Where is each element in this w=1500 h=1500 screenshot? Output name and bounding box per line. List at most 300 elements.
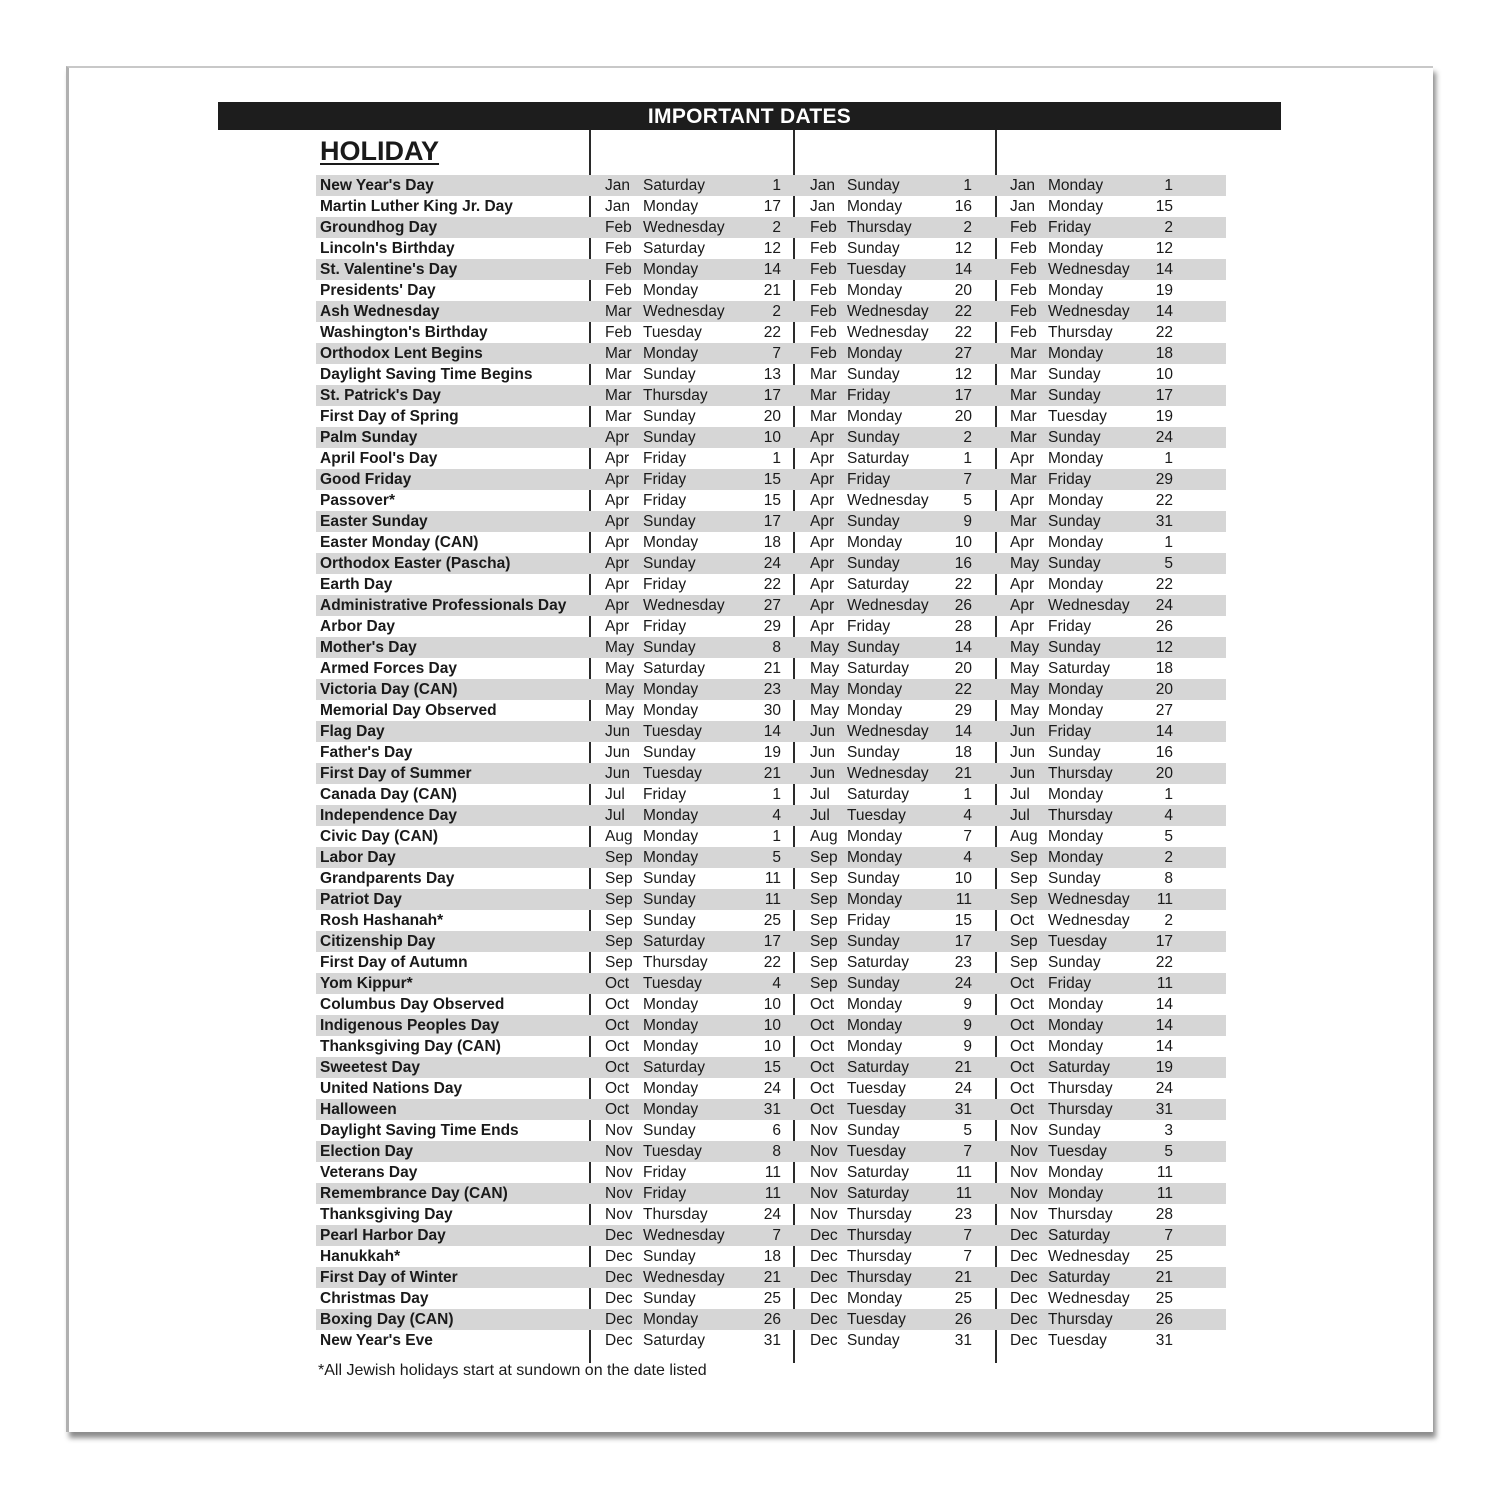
date-month-col2: Feb	[810, 240, 837, 257]
date-weekday-col1: Sunday	[643, 1290, 696, 1307]
date-day-col3: 14	[1155, 723, 1173, 740]
date-weekday-col2: Sunday	[847, 639, 900, 656]
date-day-col3: 25	[1155, 1248, 1173, 1265]
date-month-col1: Jun	[605, 765, 630, 782]
table-row	[316, 175, 1226, 196]
date-month-col1: Oct	[605, 1038, 630, 1055]
holiday-name: Father's Day	[320, 744, 413, 761]
date-month-col3: Sep	[1010, 870, 1038, 887]
date-weekday-col3: Saturday	[1048, 660, 1111, 677]
date-month-col3: Sep	[1010, 849, 1038, 866]
holiday-name: Orthodox Lent Begins	[320, 345, 483, 362]
date-day-col2: 14	[954, 261, 972, 278]
date-weekday-col3: Sunday	[1048, 513, 1101, 530]
date-day-col2: 24	[954, 1080, 972, 1097]
date-day-col1: 7	[772, 345, 781, 362]
date-day-col1: 15	[763, 471, 781, 488]
date-month-col3: Oct	[1010, 1038, 1035, 1055]
date-day-col3: 5	[1164, 828, 1173, 845]
date-weekday-col2: Tuesday	[847, 1101, 906, 1118]
date-day-col2: 24	[954, 975, 972, 992]
date-weekday-col2: Monday	[847, 828, 903, 845]
date-weekday-col2: Monday	[847, 849, 903, 866]
holiday-name: Arbor Day	[320, 618, 395, 635]
date-weekday-col3: Saturday	[1048, 1059, 1111, 1076]
date-weekday-col3: Thursday	[1048, 1080, 1113, 1097]
date-weekday-col3: Friday	[1048, 618, 1092, 635]
date-month-col3: Nov	[1010, 1206, 1038, 1223]
date-month-col3: Nov	[1010, 1185, 1038, 1202]
date-weekday-col3: Sunday	[1048, 870, 1101, 887]
date-month-col1: Apr	[605, 618, 630, 635]
date-day-col2: 20	[954, 408, 972, 425]
date-weekday-col1: Monday	[643, 828, 699, 845]
date-day-col3: 12	[1155, 639, 1173, 656]
date-weekday-col3: Wednesday	[1048, 891, 1130, 908]
date-month-col2: Jul	[810, 786, 830, 803]
date-weekday-col3: Monday	[1048, 1185, 1104, 1202]
date-day-col2: 7	[963, 1143, 972, 1160]
date-month-col2: Mar	[810, 408, 837, 425]
holiday-name: Columbus Day Observed	[320, 996, 505, 1013]
date-weekday-col3: Sunday	[1048, 1122, 1101, 1139]
date-day-col3: 17	[1155, 933, 1173, 950]
date-month-col2: Oct	[810, 1038, 835, 1055]
date-month-col2: Apr	[810, 471, 835, 488]
date-weekday-col1: Monday	[643, 1017, 699, 1034]
date-day-col1: 29	[763, 618, 781, 635]
table-row	[316, 406, 1226, 427]
date-month-col3: Nov	[1010, 1164, 1038, 1181]
date-day-col1: 18	[763, 534, 781, 551]
date-month-col3: Apr	[1010, 597, 1035, 614]
date-day-col1: 31	[763, 1332, 781, 1349]
holiday-name: Passover*	[320, 492, 395, 509]
date-weekday-col3: Sunday	[1048, 429, 1101, 446]
date-day-col2: 15	[954, 912, 972, 929]
date-day-col2: 20	[954, 282, 972, 299]
date-weekday-col3: Monday	[1048, 492, 1104, 509]
date-month-col3: Mar	[1010, 429, 1037, 446]
date-month-col3: Oct	[1010, 1101, 1035, 1118]
date-weekday-col2: Sunday	[847, 429, 900, 446]
date-weekday-col2: Sunday	[847, 975, 900, 992]
date-month-col3: Nov	[1010, 1143, 1038, 1160]
date-day-col2: 25	[954, 1290, 972, 1307]
date-day-col3: 14	[1155, 303, 1173, 320]
date-day-col2: 22	[954, 681, 972, 698]
date-weekday-col3: Thursday	[1048, 324, 1113, 341]
date-month-col1: Mar	[605, 408, 632, 425]
date-weekday-col3: Friday	[1048, 975, 1092, 992]
date-day-col2: 7	[963, 471, 972, 488]
date-day-col3: 1	[1164, 177, 1173, 194]
date-month-col1: Oct	[605, 975, 630, 992]
date-day-col2: 18	[954, 744, 972, 761]
date-day-col3: 2	[1164, 912, 1173, 929]
date-weekday-col2: Friday	[847, 618, 891, 635]
date-day-col2: 7	[963, 1248, 972, 1265]
date-month-col1: Feb	[605, 324, 632, 341]
holiday-section-title: HOLIDAY	[320, 136, 440, 166]
date-weekday-col3: Saturday	[1048, 1269, 1111, 1286]
table-row	[316, 742, 1226, 763]
date-month-col1: Dec	[605, 1227, 633, 1244]
date-weekday-col3: Monday	[1048, 828, 1104, 845]
date-month-col2: Nov	[810, 1122, 838, 1139]
date-day-col2: 21	[954, 765, 972, 782]
date-weekday-col1: Monday	[643, 849, 699, 866]
date-day-col2: 7	[963, 1227, 972, 1244]
date-weekday-col2: Saturday	[847, 576, 910, 593]
date-weekday-col3: Thursday	[1048, 807, 1113, 824]
date-weekday-col1: Sunday	[643, 1248, 696, 1265]
table-row	[316, 721, 1226, 742]
date-month-col2: Feb	[810, 219, 837, 236]
date-day-col3: 5	[1164, 1143, 1173, 1160]
table-row	[316, 658, 1226, 679]
date-month-col1: Mar	[605, 387, 632, 404]
date-day-col3: 8	[1164, 870, 1173, 887]
date-weekday-col2: Monday	[847, 198, 903, 215]
date-month-col2: Sep	[810, 933, 838, 950]
date-month-col3: Jun	[1010, 765, 1035, 782]
date-month-col3: Mar	[1010, 366, 1037, 383]
date-weekday-col2: Thursday	[847, 1248, 912, 1265]
date-day-col2: 22	[954, 303, 972, 320]
holiday-table	[316, 175, 1226, 1351]
date-weekday-col1: Sunday	[643, 891, 696, 908]
date-weekday-col2: Tuesday	[847, 1143, 906, 1160]
date-month-col1: Jun	[605, 744, 630, 761]
footnote: *All Jewish holidays start at sundown on the date listed	[318, 1362, 707, 1379]
date-weekday-col1: Sunday	[643, 366, 696, 383]
date-weekday-col1: Monday	[643, 702, 699, 719]
date-month-col2: Apr	[810, 450, 835, 467]
date-month-col1: Nov	[605, 1143, 633, 1160]
date-day-col3: 26	[1155, 1311, 1173, 1328]
date-weekday-col3: Thursday	[1048, 765, 1113, 782]
date-month-col3: Oct	[1010, 975, 1035, 992]
date-month-col1: Oct	[605, 1101, 630, 1118]
date-weekday-col2: Sunday	[847, 870, 900, 887]
date-day-col3: 14	[1155, 996, 1173, 1013]
date-weekday-col2: Saturday	[847, 450, 910, 467]
date-day-col1: 10	[763, 429, 781, 446]
date-day-col1: 17	[763, 387, 781, 404]
date-month-col1: Oct	[605, 996, 630, 1013]
date-month-col1: Apr	[605, 471, 630, 488]
date-month-col1: Mar	[605, 366, 632, 383]
table-row	[316, 1225, 1226, 1246]
table-row	[316, 469, 1226, 490]
date-weekday-col3: Sunday	[1048, 387, 1101, 404]
date-day-col3: 1	[1164, 534, 1173, 551]
date-weekday-col3: Friday	[1048, 723, 1092, 740]
date-weekday-col1: Friday	[643, 576, 687, 593]
date-weekday-col2: Wednesday	[847, 597, 929, 614]
date-day-col2: 21	[954, 1269, 972, 1286]
date-weekday-col2: Monday	[847, 1290, 903, 1307]
date-weekday-col2: Monday	[847, 702, 903, 719]
date-month-col2: Dec	[810, 1248, 838, 1265]
date-weekday-col1: Monday	[643, 807, 699, 824]
date-month-col1: Feb	[605, 240, 632, 257]
date-weekday-col2: Sunday	[847, 1332, 900, 1349]
date-month-col1: May	[605, 681, 635, 698]
date-month-col2: Feb	[810, 345, 837, 362]
date-weekday-col2: Saturday	[847, 660, 910, 677]
table-row	[316, 553, 1226, 574]
date-weekday-col2: Wednesday	[847, 765, 929, 782]
date-day-col1: 15	[763, 1059, 781, 1076]
date-weekday-col1: Wednesday	[643, 1227, 725, 1244]
table-row	[316, 1120, 1226, 1141]
date-weekday-col1: Sunday	[643, 912, 696, 929]
table-row	[316, 385, 1226, 406]
date-weekday-col1: Tuesday	[643, 1143, 702, 1160]
date-month-col3: Dec	[1010, 1248, 1038, 1265]
date-month-col3: May	[1010, 639, 1040, 656]
date-month-col3: Dec	[1010, 1311, 1038, 1328]
date-day-col1: 8	[772, 639, 781, 656]
table-row	[316, 238, 1226, 259]
date-day-col3: 19	[1155, 282, 1173, 299]
date-month-col2: Nov	[810, 1206, 838, 1223]
holiday-name: Thanksgiving Day (CAN)	[320, 1038, 501, 1055]
date-weekday-col1: Wednesday	[643, 597, 725, 614]
date-weekday-col2: Wednesday	[847, 492, 929, 509]
date-day-col2: 1	[963, 177, 972, 194]
date-weekday-col3: Wednesday	[1048, 597, 1130, 614]
important-dates-banner: IMPORTANT DATES	[218, 102, 1281, 130]
date-weekday-col3: Friday	[1048, 219, 1092, 236]
date-weekday-col2: Monday	[847, 996, 903, 1013]
date-month-col2: Jan	[810, 198, 835, 215]
date-weekday-col2: Saturday	[847, 1059, 910, 1076]
holiday-name: Armed Forces Day	[320, 660, 457, 677]
date-weekday-col2: Sunday	[847, 933, 900, 950]
table-row	[316, 1057, 1226, 1078]
date-day-col2: 11	[955, 891, 972, 908]
date-month-col3: Feb	[1010, 219, 1037, 236]
date-weekday-col2: Tuesday	[847, 807, 906, 824]
date-day-col1: 10	[763, 996, 781, 1013]
holiday-name: Yom Kippur*	[320, 975, 413, 992]
date-month-col3: Apr	[1010, 450, 1035, 467]
date-day-col2: 26	[954, 1311, 972, 1328]
date-month-col2: Apr	[810, 513, 835, 530]
date-weekday-col3: Monday	[1048, 240, 1104, 257]
holiday-name: St. Valentine's Day	[320, 261, 458, 278]
date-weekday-col1: Tuesday	[643, 723, 702, 740]
date-weekday-col2: Sunday	[847, 555, 900, 572]
table-row	[316, 910, 1226, 931]
date-month-col2: Apr	[810, 618, 835, 635]
date-weekday-col1: Sunday	[643, 870, 696, 887]
table-row	[316, 1204, 1226, 1225]
date-day-col2: 11	[955, 1185, 972, 1202]
date-day-col3: 24	[1155, 429, 1173, 446]
date-weekday-col1: Sunday	[643, 429, 696, 446]
table-row	[316, 1078, 1226, 1099]
table-row	[316, 322, 1226, 343]
date-weekday-col1: Sunday	[643, 744, 696, 761]
date-weekday-col1: Wednesday	[643, 303, 725, 320]
date-day-col1: 11	[764, 1164, 781, 1181]
date-day-col1: 25	[763, 912, 781, 929]
date-day-col2: 16	[954, 555, 972, 572]
date-weekday-col1: Saturday	[643, 660, 706, 677]
date-day-col2: 10	[954, 870, 972, 887]
date-month-col2: Mar	[810, 387, 837, 404]
date-month-col3: Sep	[1010, 933, 1038, 950]
date-day-col2: 14	[954, 639, 972, 656]
holiday-name: Daylight Saving Time Begins	[320, 366, 533, 383]
date-day-col1: 21	[763, 765, 781, 782]
table-row	[316, 826, 1226, 847]
date-month-col1: Apr	[605, 429, 630, 446]
date-weekday-col3: Monday	[1048, 681, 1104, 698]
table-row	[316, 931, 1226, 952]
date-day-col2: 12	[954, 240, 972, 257]
date-day-col1: 23	[763, 681, 781, 698]
date-day-col2: 12	[954, 366, 972, 383]
date-day-col3: 5	[1164, 555, 1173, 572]
date-month-col1: Sep	[605, 912, 633, 929]
date-month-col1: Dec	[605, 1269, 633, 1286]
date-month-col1: Feb	[605, 282, 632, 299]
date-weekday-col2: Thursday	[847, 1269, 912, 1286]
date-day-col3: 3	[1164, 1122, 1173, 1139]
date-weekday-col1: Thursday	[643, 1206, 708, 1223]
date-weekday-col2: Friday	[847, 387, 891, 404]
date-month-col3: May	[1010, 660, 1040, 677]
date-weekday-col3: Tuesday	[1048, 1332, 1107, 1349]
date-month-col2: Apr	[810, 576, 835, 593]
date-month-col2: Aug	[810, 828, 838, 845]
table-row	[316, 1288, 1226, 1309]
table-row	[316, 700, 1226, 721]
date-day-col1: 30	[763, 702, 781, 719]
date-day-col3: 24	[1155, 1080, 1173, 1097]
date-month-col1: Dec	[605, 1311, 633, 1328]
date-month-col2: Sep	[810, 891, 838, 908]
date-month-col2: Nov	[810, 1164, 838, 1181]
date-day-col1: 15	[763, 492, 781, 509]
table-row	[316, 574, 1226, 595]
date-day-col1: 22	[763, 576, 781, 593]
holiday-name: Lincoln's Birthday	[320, 240, 455, 257]
date-month-col1: Sep	[605, 849, 633, 866]
date-weekday-col1: Thursday	[643, 387, 708, 404]
holiday-name: Election Day	[320, 1143, 414, 1160]
date-day-col1: 11	[764, 891, 781, 908]
date-month-col3: Jun	[1010, 723, 1035, 740]
holiday-name: Presidents' Day	[320, 282, 436, 299]
date-month-col1: Oct	[605, 1080, 630, 1097]
date-month-col1: May	[605, 660, 635, 677]
date-day-col2: 5	[963, 492, 972, 509]
date-weekday-col3: Tuesday	[1048, 1143, 1107, 1160]
date-day-col1: 14	[763, 723, 781, 740]
date-day-col3: 22	[1155, 954, 1173, 971]
date-month-col1: Apr	[605, 492, 630, 509]
date-weekday-col3: Monday	[1048, 177, 1104, 194]
date-weekday-col3: Monday	[1048, 1017, 1104, 1034]
date-weekday-col1: Wednesday	[643, 219, 725, 236]
date-weekday-col3: Sunday	[1048, 639, 1101, 656]
date-weekday-col3: Tuesday	[1048, 933, 1107, 950]
date-weekday-col1: Sunday	[643, 1122, 696, 1139]
date-month-col1: Dec	[605, 1332, 633, 1349]
date-day-col2: 22	[954, 576, 972, 593]
date-month-col3: May	[1010, 702, 1040, 719]
date-weekday-col1: Monday	[643, 1311, 699, 1328]
date-month-col1: Mar	[605, 345, 632, 362]
date-month-col3: Apr	[1010, 492, 1035, 509]
date-day-col1: 21	[763, 660, 781, 677]
date-month-col2: Jun	[810, 744, 835, 761]
holiday-name: Independence Day	[320, 807, 457, 824]
date-weekday-col1: Thursday	[643, 954, 708, 971]
holiday-name: Hanukkah*	[320, 1248, 401, 1265]
date-month-col1: Apr	[605, 534, 630, 551]
date-day-col1: 20	[763, 408, 781, 425]
date-month-col1: Feb	[605, 261, 632, 278]
holiday-name: Labor Day	[320, 849, 396, 866]
holiday-name: Administrative Professionals Day	[320, 597, 567, 614]
date-weekday-col1: Monday	[643, 1080, 699, 1097]
date-weekday-col2: Wednesday	[847, 723, 929, 740]
date-month-col2: Sep	[810, 912, 838, 929]
table-row	[316, 1099, 1226, 1120]
table-row	[316, 616, 1226, 637]
date-weekday-col3: Sunday	[1048, 555, 1101, 572]
date-weekday-col1: Saturday	[643, 240, 706, 257]
table-row	[316, 1309, 1226, 1330]
holiday-name: First Day of Autumn	[320, 954, 468, 971]
date-month-col1: Jul	[605, 786, 625, 803]
table-row	[316, 511, 1226, 532]
holiday-name: Halloween	[320, 1101, 397, 1118]
date-day-col2: 21	[954, 1059, 972, 1076]
date-month-col1: Mar	[605, 303, 632, 320]
table-row	[316, 973, 1226, 994]
date-month-col1: Apr	[605, 576, 630, 593]
table-row	[316, 532, 1226, 553]
date-day-col1: 10	[763, 1017, 781, 1034]
date-day-col1: 1	[772, 786, 781, 803]
date-day-col2: 27	[954, 345, 972, 362]
table-row	[316, 280, 1226, 301]
date-weekday-col3: Monday	[1048, 345, 1104, 362]
holiday-name: Victoria Day (CAN)	[320, 681, 458, 698]
date-month-col2: Nov	[810, 1185, 838, 1202]
holiday-name: New Year's Day	[320, 177, 434, 194]
date-day-col3: 22	[1155, 492, 1173, 509]
date-month-col2: Sep	[810, 975, 838, 992]
date-weekday-col3: Wednesday	[1048, 1248, 1130, 1265]
date-weekday-col2: Monday	[847, 891, 903, 908]
holiday-name: April Fool's Day	[320, 450, 438, 467]
date-weekday-col3: Monday	[1048, 282, 1104, 299]
date-weekday-col3: Wednesday	[1048, 912, 1130, 929]
date-month-col3: Jan	[1010, 177, 1035, 194]
date-day-col1: 17	[763, 933, 781, 950]
date-month-col1: Apr	[605, 450, 630, 467]
date-day-col1: 4	[772, 975, 781, 992]
